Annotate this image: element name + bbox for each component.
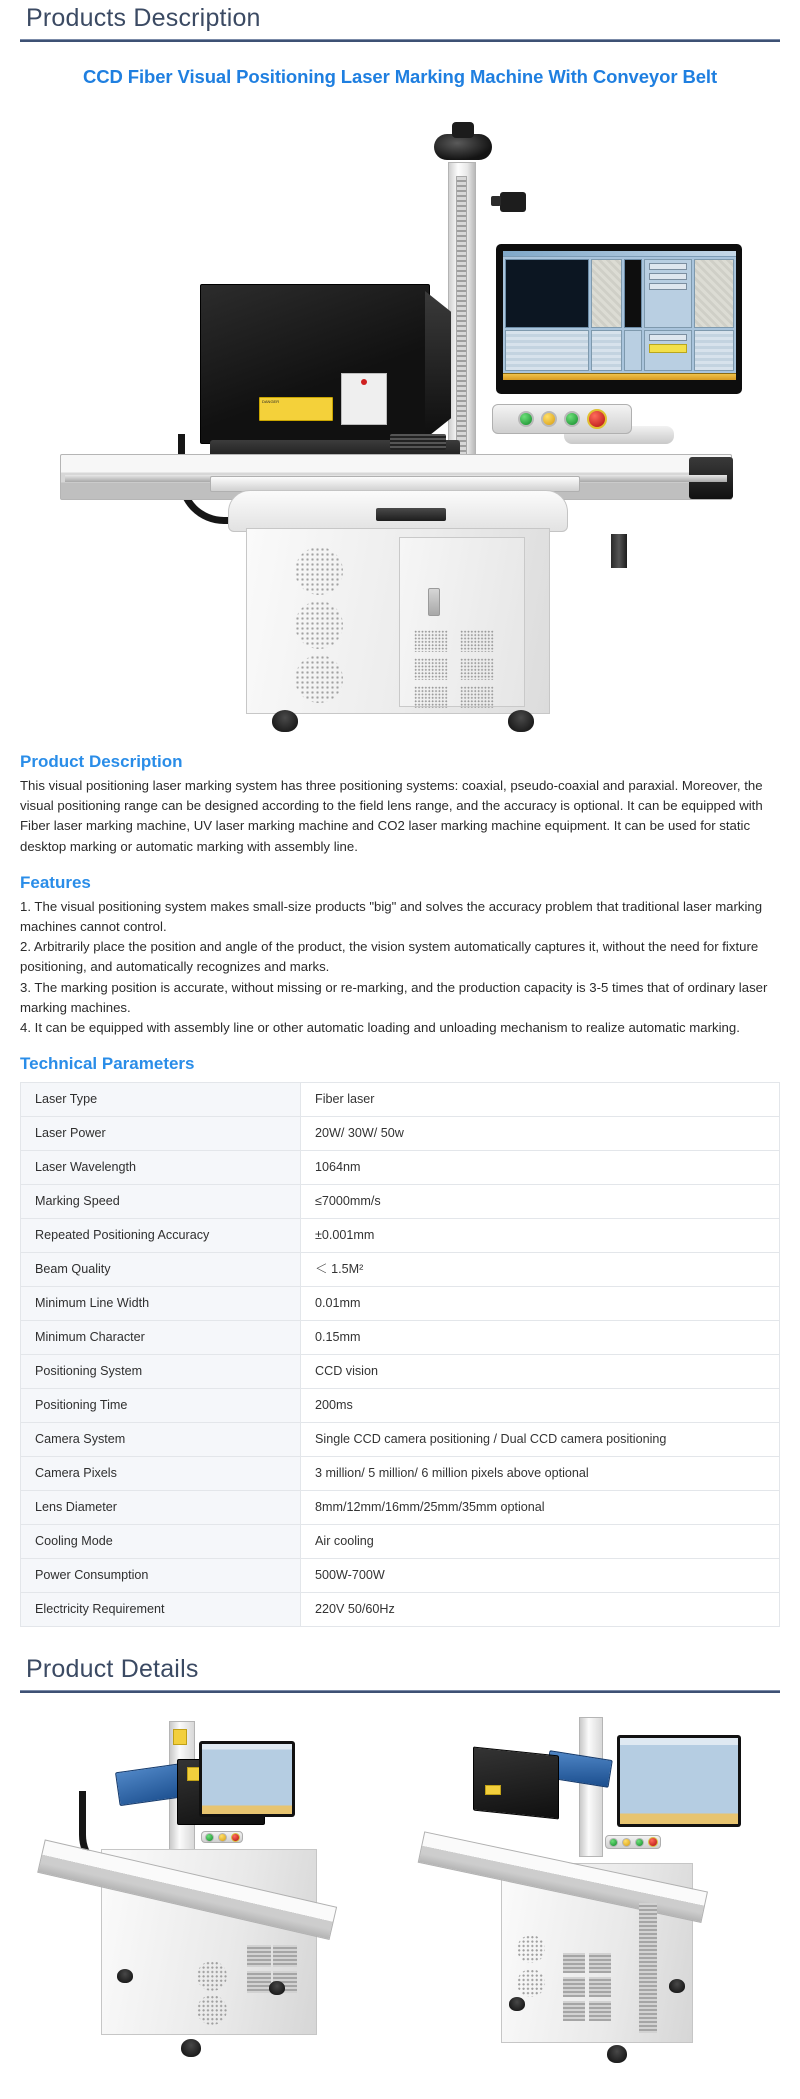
door-vent	[460, 686, 494, 708]
software-screen	[503, 251, 736, 380]
param-key: Laser Power	[21, 1117, 301, 1151]
param-value: CCD vision	[301, 1355, 780, 1389]
product-description-heading: Product Description	[20, 752, 183, 771]
software-taskbar	[503, 373, 736, 380]
door-lock-icon[interactable]	[428, 588, 440, 616]
detail-image-left[interactable]	[21, 1713, 393, 2085]
start-button-icon[interactable]	[518, 411, 534, 427]
section-divider-top	[20, 39, 780, 42]
monitor-stand	[611, 534, 627, 568]
control-button-panel	[492, 404, 632, 434]
display-monitor	[617, 1735, 741, 1827]
result-image	[694, 259, 734, 328]
caster-wheel	[509, 1997, 525, 2011]
camera-preview	[505, 259, 589, 328]
left-pane	[505, 259, 589, 371]
cabinet-control-strip	[376, 508, 446, 521]
page-bottom-spacer	[20, 2095, 780, 2099]
table-row	[21, 1355, 780, 1389]
column-rail	[456, 176, 467, 476]
features-list	[20, 897, 780, 1038]
door-vent	[414, 686, 448, 708]
cabinet-vent-grid	[247, 1945, 271, 1967]
param-value: ＜ 1.5M²	[301, 1253, 780, 1287]
param-key: Lens Diameter	[21, 1491, 301, 1525]
control-button-panel	[605, 1835, 661, 1849]
param-key: Beam Quality	[21, 1253, 301, 1287]
cabinet-vent-grid	[563, 2001, 585, 2021]
param-value: 500W-700W	[301, 1559, 780, 1593]
param-value: ≤7000mm/s	[301, 1185, 780, 1219]
reset-button-icon[interactable]	[218, 1833, 227, 1842]
software-button[interactable]	[649, 263, 688, 270]
door-vent	[460, 658, 494, 680]
ccd-camera	[500, 192, 526, 212]
indicator-dot	[361, 379, 367, 385]
caster-wheel	[269, 1981, 285, 1995]
door-vent	[414, 658, 448, 680]
param-value: 3 million/ 5 million/ 6 million pixels above optional	[301, 1457, 780, 1491]
param-key: Camera Pixels	[21, 1457, 301, 1491]
feature-item: 1. The visual positioning system makes small-size products "big" and solves the accuracy problem that traditional laser marking machines cannot control.	[20, 898, 763, 934]
param-value: Fiber laser	[301, 1083, 780, 1117]
param-value: 0.01mm	[301, 1287, 780, 1321]
sample-image	[591, 259, 622, 328]
param-key: Minimum Character	[21, 1321, 301, 1355]
param-value: Air cooling	[301, 1525, 780, 1559]
cabinet-vent-circle	[197, 1995, 227, 2025]
feature-item: 2. Arbitrarily place the position and angle of the product, the vision system automatically captures it, without the need for fixture positioning, and automatically recognizes and marks.	[20, 939, 759, 975]
cabinet-vent-circle	[517, 1969, 545, 1997]
cabinet-vent-grid	[589, 1953, 611, 1973]
software-screen	[202, 1744, 292, 1814]
param-value: 220V 50/60Hz	[301, 1593, 780, 1627]
table-row	[21, 1593, 780, 1627]
table-row	[21, 1559, 780, 1593]
table-row	[21, 1151, 780, 1185]
machine-cabinet	[246, 528, 550, 714]
param-key: Positioning Time	[21, 1389, 301, 1423]
cabinet-vent-circle	[517, 1935, 545, 1963]
mark-strip	[624, 259, 642, 328]
table-row	[21, 1457, 780, 1491]
strip-controls	[624, 330, 642, 370]
param-value: 200ms	[301, 1389, 780, 1423]
control-pane	[644, 259, 693, 371]
software-screen	[620, 1738, 738, 1824]
param-value: 1064nm	[301, 1151, 780, 1185]
run-button-icon[interactable]	[564, 411, 580, 427]
right-pane	[694, 259, 734, 371]
start-button-icon[interactable]	[609, 1838, 618, 1847]
table-row	[21, 1423, 780, 1457]
param-key: Camera System	[21, 1423, 301, 1457]
cabinet-vent-circle	[295, 547, 343, 595]
display-monitor	[496, 244, 742, 394]
table-row	[21, 1117, 780, 1151]
cabinet-vent-grid	[273, 1945, 297, 1967]
technical-parameters-heading: Technical Parameters	[20, 1054, 195, 1074]
caster-wheel	[508, 710, 534, 732]
cabinet-door[interactable]	[399, 537, 525, 707]
software-button[interactable]	[649, 283, 688, 290]
laser-head-vent	[390, 434, 446, 450]
door-vent	[460, 630, 494, 652]
param-key: Electricity Requirement	[21, 1593, 301, 1627]
detail-image-right[interactable]	[407, 1713, 779, 2085]
software-highlight-button[interactable]	[649, 344, 688, 353]
cabinet-vent-grid	[563, 1977, 585, 1997]
parameter-grid	[505, 330, 589, 370]
feature-item: 4. It can be equipped with assembly line or other automatic loading and unloading mechanism to realize automatic marking.	[20, 1019, 740, 1035]
table-row	[21, 1219, 780, 1253]
param-key: Laser Type	[21, 1083, 301, 1117]
param-value: ±0.001mm	[301, 1219, 780, 1253]
result-list	[694, 330, 734, 370]
table-row	[21, 1083, 780, 1117]
cabinet-vent-grid	[563, 1953, 585, 1973]
emergency-stop-icon[interactable]	[648, 1837, 658, 1847]
param-key: Laser Wavelength	[21, 1151, 301, 1185]
laser-marking-head	[200, 284, 430, 444]
table-row	[21, 1491, 780, 1525]
display-monitor	[199, 1741, 295, 1817]
section-divider-details	[20, 1690, 780, 1693]
caster-wheel	[181, 2039, 201, 2057]
feature-item: 3. The marking position is accurate, without missing or re-marking, and the production capacity is 3-5 times that of ordinary laser marking machines.	[20, 979, 768, 1015]
caster-wheel	[117, 1969, 133, 1983]
table-row	[21, 1389, 780, 1423]
cabinet-vent-circle	[197, 1961, 227, 1991]
action-panel	[644, 330, 693, 370]
laser-warning-label-white	[341, 373, 387, 425]
param-value: 20W/ 30W/ 50w	[301, 1117, 780, 1151]
param-value: Single CCD camera positioning / Dual CCD camera positioning	[301, 1423, 780, 1457]
cabinet-side-vent	[639, 1903, 657, 2033]
height-adjust-knob	[434, 134, 492, 160]
param-key: Marking Speed	[21, 1185, 301, 1219]
caster-wheel	[607, 2045, 627, 2063]
hero-image	[20, 102, 780, 736]
product-details-heading: Product Details	[26, 1655, 199, 1684]
emergency-stop-icon[interactable]	[587, 409, 607, 429]
reset-button-icon[interactable]	[622, 1838, 631, 1847]
texture-pane	[591, 259, 622, 371]
laser-marking-head	[473, 1747, 559, 1820]
z-axis-column	[579, 1717, 603, 1857]
table-row	[21, 1525, 780, 1559]
tool-grid	[591, 330, 622, 370]
technical-parameters-table	[20, 1082, 780, 1627]
laser-warning-label-yellow: DANGER	[259, 397, 333, 421]
door-vent	[414, 630, 448, 652]
button-panel	[644, 259, 693, 328]
param-value: 0.15mm	[301, 1321, 780, 1355]
run-button-icon[interactable]	[635, 1838, 644, 1847]
cabinet-vent-grid	[589, 2001, 611, 2021]
table-row	[21, 1253, 780, 1287]
param-key: Cooling Mode	[21, 1525, 301, 1559]
strip-pane	[624, 259, 642, 371]
emergency-stop-icon[interactable]	[231, 1833, 240, 1842]
products-description-heading: Products Description	[26, 4, 261, 32]
param-key: Positioning System	[21, 1355, 301, 1389]
table-row	[21, 1287, 780, 1321]
cabinet-vent-circle	[295, 601, 343, 649]
features-heading: Features	[20, 872, 91, 892]
product-detail-gallery	[20, 1707, 780, 2095]
table-row	[21, 1321, 780, 1355]
caster-wheel	[669, 1979, 685, 1993]
conveyor-motor	[689, 457, 733, 499]
cabinet-vent-grid	[247, 1971, 271, 1993]
software-button[interactable]	[649, 334, 688, 341]
param-key: Minimum Line Width	[21, 1287, 301, 1321]
machine-illustration	[60, 104, 740, 724]
control-button-panel	[201, 1831, 243, 1843]
warning-label	[485, 1785, 501, 1795]
software-workspace	[503, 257, 736, 373]
cabinet-vent-grid	[589, 1977, 611, 1997]
param-key: Power Consumption	[21, 1559, 301, 1593]
start-button-icon[interactable]	[205, 1833, 214, 1842]
caster-wheel	[272, 710, 298, 732]
warning-label	[173, 1729, 187, 1745]
param-key: Repeated Positioning Accuracy	[21, 1219, 301, 1253]
cabinet-vent-circle	[295, 655, 343, 703]
software-button[interactable]	[649, 273, 688, 280]
product-description-body: This visual positioning laser marking system has three positioning systems: coaxial, pseudo-coaxial and paraxial. Moreover, the visual positioning range can be designed according to the field lens range, and the accuracy is optional. It can be equipped with Fiber laser marking machine, UV laser marking machine and CO2 laser marking machine equipment. It can be used for static desktop marking or automatic marking with assembly line.	[20, 778, 763, 854]
table-row	[21, 1185, 780, 1219]
param-value: 8mm/12mm/16mm/25mm/35mm optional	[301, 1491, 780, 1525]
page-title: CCD Fiber Visual Positioning Laser Marking Machine With Conveyor Belt	[82, 66, 718, 87]
reset-button-icon[interactable]	[541, 411, 557, 427]
